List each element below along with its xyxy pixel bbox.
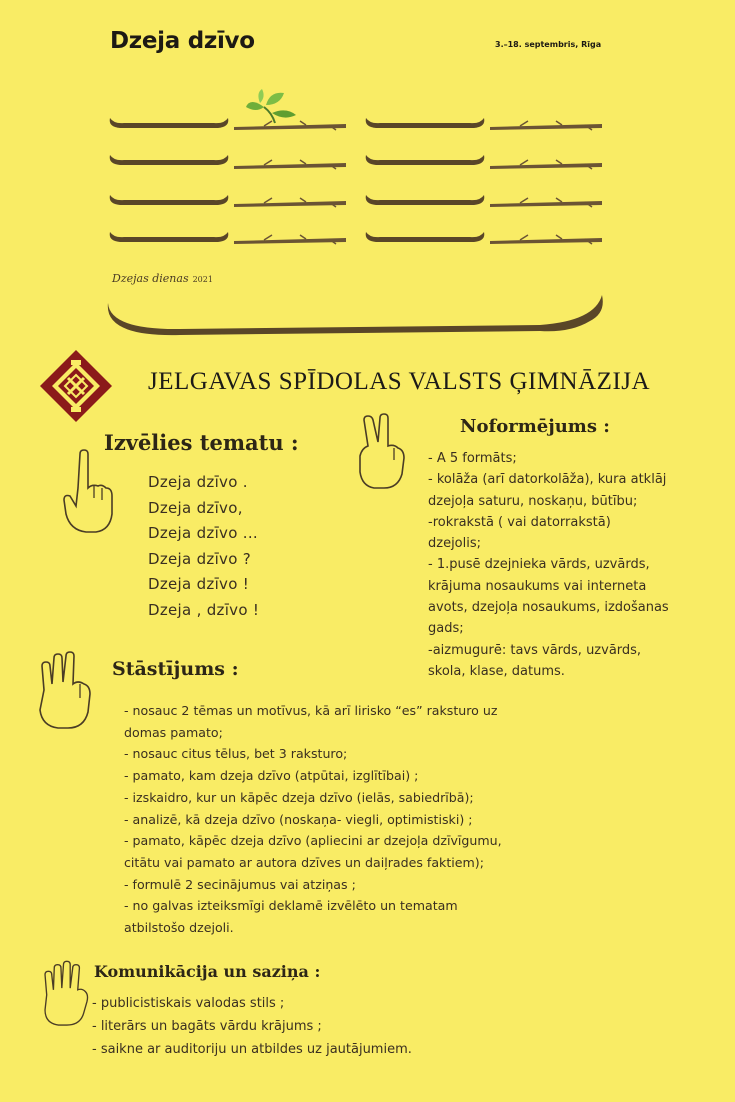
one-finger-hand-icon (58, 448, 118, 538)
format-line: gads; (428, 621, 464, 637)
format-line: -aizmugurē: tavs vārds, uzvārds, (428, 642, 642, 658)
format-line: dzejolis; (428, 536, 482, 552)
story-line: - nosauc 2 tēmas un motīvus, kā arī lirisko “es” raksturo uz (124, 703, 498, 718)
story-line: - nosauc citus tēlus, bet 3 raksturo; (124, 746, 348, 762)
branch-twig (490, 160, 602, 169)
branch-curve (366, 118, 485, 128)
format-heading: Noformējums : (460, 416, 610, 437)
communication-line: - saikne ar auditoriju un atbildes uz jautājumiem. (92, 1042, 412, 1057)
branch-curve (110, 195, 229, 205)
story-line: - formulē 2 secinājumus vai atziņas ; (124, 876, 356, 892)
topic-item: Dzeja dzīvo ? (148, 549, 252, 568)
story-line: citātu vai pamato ar autora dzīves un daiļrades faktiem); (124, 854, 484, 870)
school-name: JELGAVAS SPĪDOLAS VALSTS ĢIMNĀZIJA (148, 368, 651, 395)
signature-year: 2021 (192, 275, 213, 284)
communication-line: - literārs un bagāts vārdu krājums ; (92, 1019, 322, 1034)
story-list (124, 700, 502, 939)
branch-twig (490, 121, 602, 130)
format-line: -rokrakstā ( vai datorrakstā) (428, 514, 611, 530)
topic-heading: Izvēlies tematu : (104, 430, 299, 455)
story-line: - analizē, kā dzeja dzīvo (noskaņa- viegli, optimistiski) ; (124, 811, 473, 827)
branch-curve (366, 155, 485, 165)
branch-twig (234, 121, 346, 130)
topic-item: Dzeja , dzīvo ! (148, 600, 260, 619)
branch-twig (234, 235, 346, 244)
format-line: avots, dzejoļa nosaukums, izdošanas (428, 600, 669, 616)
format-line: skola, klase, datums. (428, 663, 565, 679)
branch-twig (234, 160, 346, 169)
story-line: atbilstošo dzejoli. (124, 920, 234, 936)
branch-curve (110, 118, 229, 128)
school-logo-icon (38, 348, 114, 424)
format-line: krājuma nosaukums vai interneta (428, 578, 647, 594)
branch-twig (490, 198, 602, 207)
branch-twig (490, 235, 602, 244)
branch-curve (366, 232, 485, 242)
branch-twig (234, 198, 346, 207)
sprout-icon (246, 89, 296, 123)
story-line: - no galvas izteiksmīgi deklamē izvēlēto un tematam (124, 898, 458, 914)
branch-illustration (100, 85, 620, 345)
format-list (428, 448, 669, 682)
story-line: - pamato, kam dzeja dzīvo (atpūtai, izglītībai) ; (124, 768, 419, 784)
branch-curve (110, 232, 229, 242)
story-line: domas pamato; (124, 724, 223, 740)
format-line: dzejoļa saturu, noskaņu, būtību; (428, 493, 638, 509)
three-finger-hand-icon (34, 650, 96, 732)
format-line: - 1.pusē dzejnieka vārds, uzvārds, (428, 557, 650, 573)
two-finger-hand-icon (354, 412, 410, 492)
communication-list (92, 992, 412, 1061)
format-line: - A 5 formāts; (428, 451, 517, 466)
story-line: - pamato, kāpēc dzeja dzīvo (apliecini ar dzejoļa dzīvīgumu, (124, 833, 502, 849)
swoosh-stroke (108, 295, 603, 335)
poster-title: Dzeja dzīvo (110, 28, 255, 54)
poster-signature (112, 272, 213, 285)
topic-item: Dzeja dzīvo . (148, 473, 248, 491)
signature-text: Dzejas dienas (112, 272, 189, 285)
communication-heading: Komunikācija un saziņa : (94, 962, 321, 981)
topic-item: Dzeja dzīvo, (148, 498, 243, 517)
poster-dates: 3.–18. septembris, Rīga (495, 40, 602, 49)
topic-list (148, 470, 259, 623)
story-heading: Stāstījums : (112, 658, 239, 680)
topic-item: Dzeja dzīvo ... (148, 524, 258, 542)
branch-curve (110, 155, 229, 165)
topic-item: Dzeja dzīvo ! (148, 575, 250, 593)
story-line: - izskaidro, kur un kāpēc dzeja dzīvo (ielās, sabiedrībā); (124, 789, 474, 805)
four-finger-hand-icon (40, 956, 92, 1032)
branch-curve (366, 195, 485, 205)
format-line: - kolāža (arī datorkolāža), kura atklāj (428, 472, 667, 488)
communication-line: - publicistiskais valodas stils ; (92, 996, 285, 1011)
